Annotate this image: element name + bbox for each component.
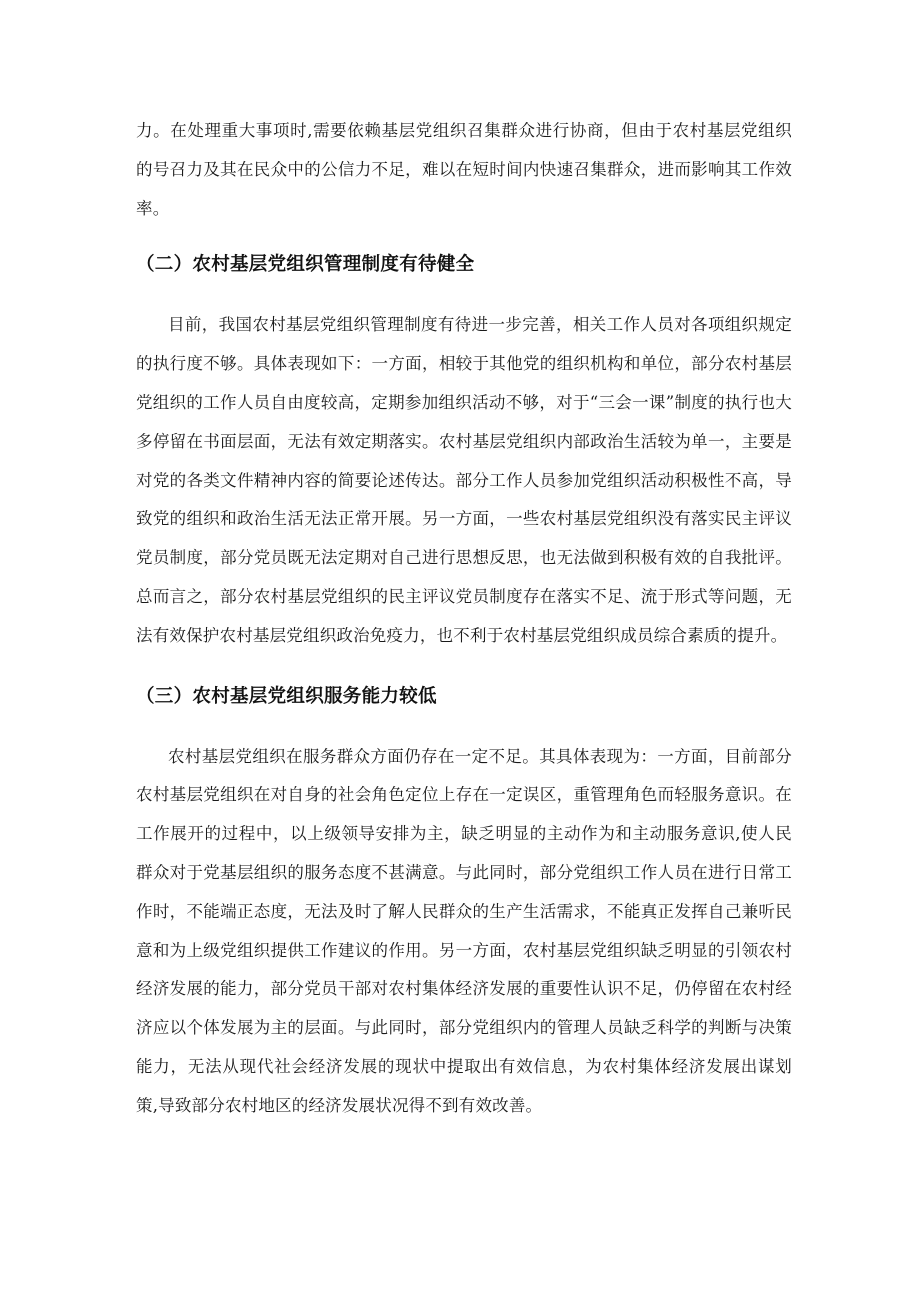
section-heading-2: （二）农村基层党组织管理制度有待健全: [136, 254, 475, 276]
document-body: [136, 112, 792, 1126]
paragraph-continuation: 力。在处理重大事项时,需要依赖基层党组织召集群众进行协商，但由于农村基层党组织的号召力及其在民众中的公信力不足，难以在短时间内快速召集群众，进而影响其工作效率。: [136, 121, 792, 218]
paragraph-section-3: 农村基层党组织在服务群众方面仍存在一定不足。其具体表现为：一方面，目前部分农村基层党组织在对自身的社会角色定位上存在一定误区，重管理角色而轻服务意识。在工作展开的过程中，以上级领导安排为主，缺乏明显的主动作为和主动服务意识,使人民群众对于党基层组织的服务态度不甚满意。与此同时，部分党组织工作人员在进行日常工作时，不能端正态度，无法及时了解人民群众的生产生活需求，不能真正发挥自己兼听民意和为上级党组织提供工作建议的作用。另一方面，农村基层党组织缺乏明显的引领农村经济发展的能力，部分党员干部对农村集体经济发展的重要性认识不足，仍停留在农村经济应以个体发展为主的层面。与此同时，部分党组织内的管理人员缺乏科学的判断与决策能力，无法从现代社会经济发展的现状中提取出有效信息，为农村集体经济发展出谋划策,导致部分农村地区的经济发展状况得不到有效改善。: [136, 746, 792, 1115]
paragraph-section-2: 目前，我国农村基层党组织管理制度有待进一步完善，相关工作人员对各项组织规定的执行度不够。具体表现如下：一方面，相较于其他党的组织机构和单位，部分农村基层党组织的工作人员自由度较高，定期参加组织活动不够，对于“三会一课”制度的执行也大多停留在书面层面，无法有效定期落实。农村基层党组织内部政治生活较为单一，主要是对党的各类文件精神内容的简要论述传达。部分工作人员参加党组织活动积极性不高，导致党的组织和政治生活无法正常开展。另一方面，一些农村基层党组织没有落实民主评议党员制度，部分党员既无法定期对自己进行思想反思，也无法做到积极有效的自我批评。总而言之，部分农村基层党组织的民主评议党员制度存在落实不足、流于形式等问题，无法有效保护农村基层党组织政治免疫力，也不利于农村基层党组织成员综合素质的提升。: [136, 315, 792, 645]
section-heading-3: （三）农村基层党组织服务能力较低: [136, 685, 437, 707]
